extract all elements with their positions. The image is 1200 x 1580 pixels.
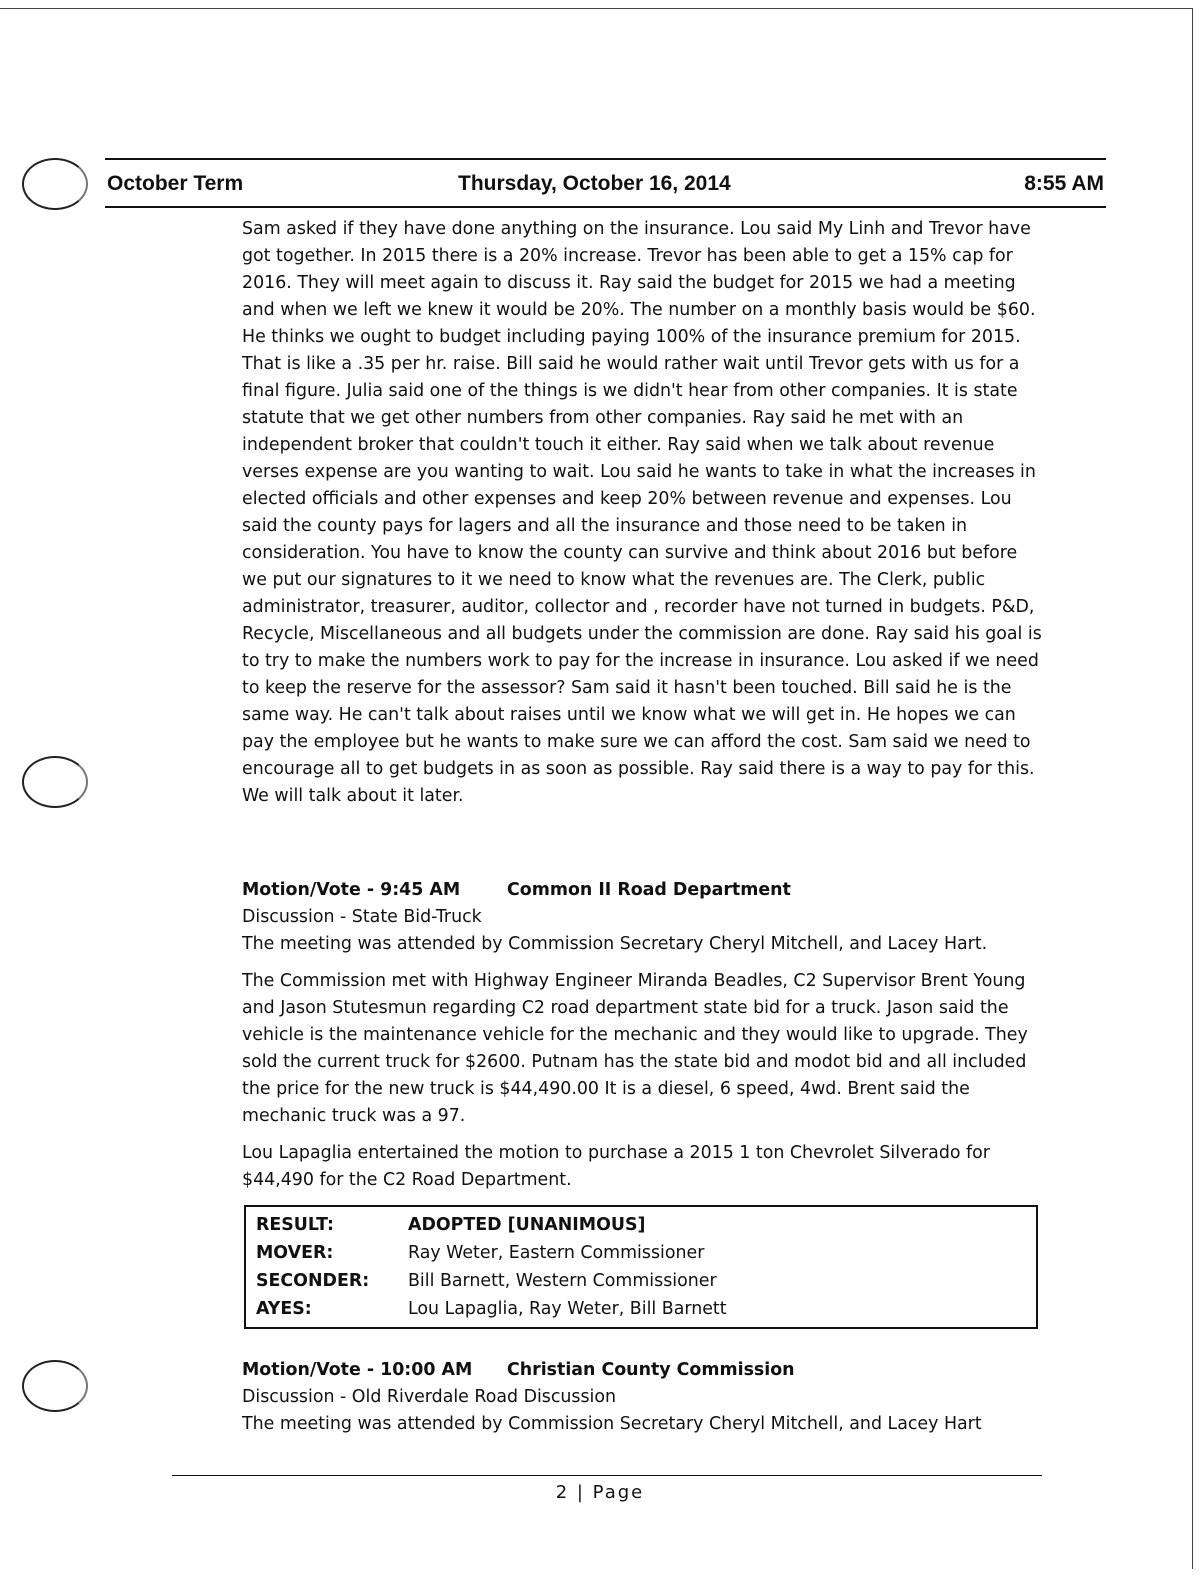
page-header: [105, 158, 1106, 208]
footer-rule: [172, 1475, 1042, 1476]
road-department-section: [242, 877, 1042, 1194]
motion-group: Common II Road Department: [507, 880, 791, 900]
header-term: October Term: [107, 172, 244, 195]
result-value: ADOPTED [UNANIMOUS]: [408, 1215, 646, 1235]
discussion-line-2: Discussion - Old Riverdale Road Discussion: [242, 1387, 617, 1407]
attendance-line-2: The meeting was attended by Commission Secretary Cheryl Mitchell, and Lacey Hart: [242, 1414, 982, 1434]
mover-label: MOVER:: [256, 1243, 334, 1263]
discussion-line: Discussion - State Bid-Truck: [242, 907, 482, 927]
page-number: 2 | Page: [555, 1482, 645, 1503]
motion-time-2: Motion/Vote - 10:00 AM: [242, 1360, 473, 1380]
seconder-label: SECONDER:: [256, 1271, 370, 1291]
ayes-value: Lou Lapaglia, Ray Weter, Bill Barnett: [408, 1299, 727, 1319]
punch-hole-middle: [22, 756, 88, 808]
motion-heading-2: [242, 1357, 1042, 1384]
punch-hole-bottom: [22, 1360, 88, 1412]
insurance-paragraph: Sam asked if they have done anything on the insurance. Lou said My Linh and Trevor have got together. In 2015 there is a 20% increase. Trevor has been able to get a 15% cap for 2016. They will meet again to discuss it. Ray said the budget for 2015 we had a meeting and when we left we knew it would be 20%. The number on a monthly basis would be $60. He thinks we ought to budget including paying 100% of the insurance premium for 2015. That is like a .35 per hr. raise. Bill said he would rather wait until Trevor gets with us for a final figure. Julia said one of the things is we didn't hear from other companies. It is state statute that we get other numbers from other companies. Ray said he met with an independent broker that couldn't touch it either. Ray said when we talk about revenue verses expense are you wanting to wait. Lou said he wants to take in what the increases in elected officials and other expenses and keep 20% between revenue and expenses. Lou said the county pays for lagers and all the insurance and those need to be taken in consideration. You have to know the county can survive and think about 2016 but before we put our signatures to it we need to know what the revenues are. The Clerk, public administrator, treasurer, auditor, collector and , recorder have not turned in budgets. P&D, Recycle, Miscellaneous and all budgets under the commission are done. Ray said his goal is to try to make the numbers work to pay for the increase in insurance. Lou asked if we need to keep the reserve for the assessor? Sam said it hasn't been touched. Bill said he is the same way. He can't talk about raises until we know what we will get in. He hopes we can pay the employee but he wants to make sure we can afford the cost. Sam said we need to encourage all to get budgets in as soon as possible. Ray said there is a way to pay for this. We will talk about it later.: [242, 219, 1042, 806]
punch-hole-top: [22, 158, 88, 210]
motion-paragraph: Lou Lapaglia entertained the motion to purchase a 2015 1 ton Chevrolet Silverado for $44,490 for the C2 Road Department.: [242, 1143, 990, 1190]
ayes-label: AYES:: [256, 1299, 312, 1319]
insurance-section: [242, 216, 1042, 810]
result-label: RESULT:: [256, 1215, 334, 1235]
discussion-paragraph: The Commission met with Highway Engineer Miranda Beadles, C2 Supervisor Brent Young and Jason Stutesmun regarding C2 road department state bid for a truck. Jason said the vehicle is the maintenance vehicle for the mechanic and they would like to upgrade. They sold the current truck for $2600. Putnam has the state bid and modot bid and all included the price for the new truck is $44,490.00 It is a diesel, 6 speed, 4wd. Brent said the mechanic truck was a 97.: [242, 971, 1028, 1126]
vote-result-table: [244, 1205, 1038, 1329]
county-commission-section: [242, 1357, 1042, 1438]
motion-heading: [242, 877, 1042, 904]
header-date: Thursday, October 16, 2014: [458, 172, 731, 195]
motion-time: Motion/Vote - 9:45 AM: [242, 880, 461, 900]
seconder-value: Bill Barnett, Western Commissioner: [408, 1271, 717, 1291]
attendance-line: The meeting was attended by Commission Secretary Cheryl Mitchell, and Lacey Hart.: [242, 934, 988, 954]
header-time: 8:55 AM: [1024, 172, 1104, 195]
mover-value: Ray Weter, Eastern Commissioner: [408, 1243, 705, 1263]
motion-group-2: Christian County Commission: [507, 1360, 795, 1380]
